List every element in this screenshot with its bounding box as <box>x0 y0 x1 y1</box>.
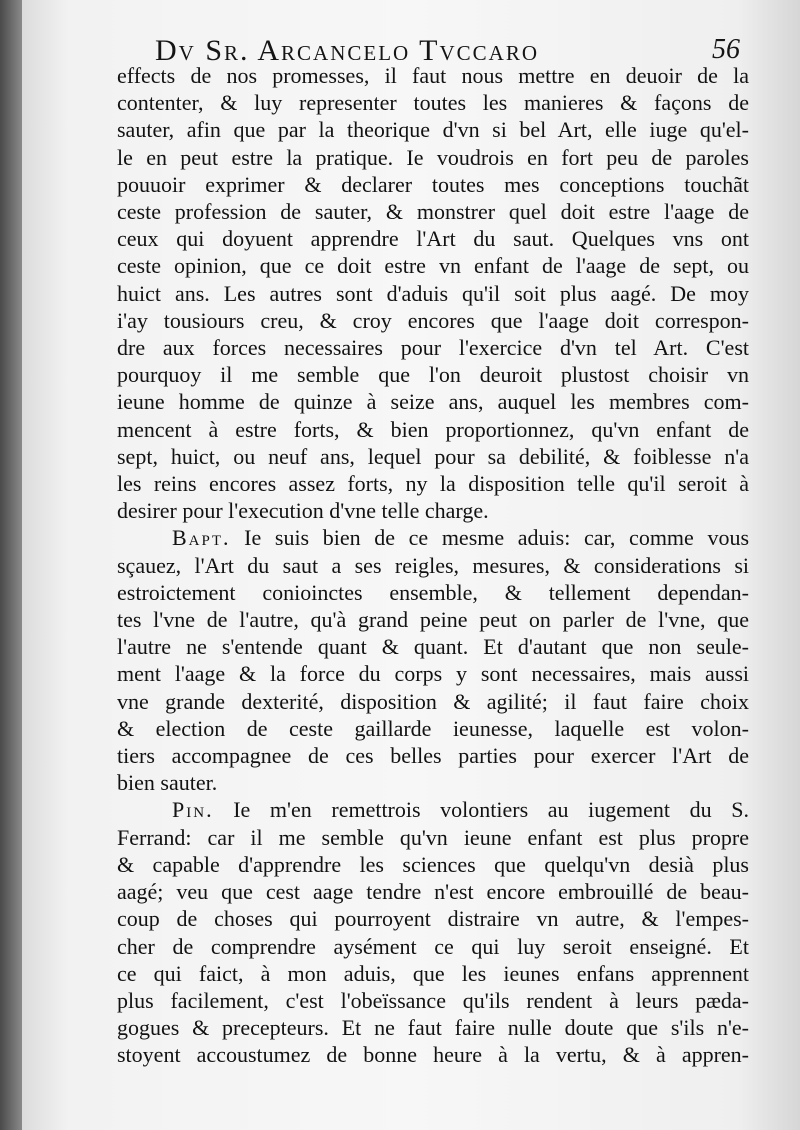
body-text <box>117 62 749 1069</box>
text-line: sept, huict, ou neuf ans, lequel pour sa debilité, & foiblesse n'a <box>117 443 749 469</box>
text-line: coup de choses qui pourroyent distraire vn autre, & l'empes- <box>117 906 749 932</box>
text-line: l'autre ne s'entende quant & quant. Et d'autant que non seule- <box>117 634 749 660</box>
text-line: estroictement conioinctes ensemble, & tellement dependan- <box>117 579 749 605</box>
text-line: ment l'aage & la force du corps y sont necessaires, mais aussi <box>117 661 749 687</box>
speech-text: Ie suis bien de ce mesme aduis: car, comme vous <box>244 525 750 551</box>
text-line: ceux qui doyuent apprendre l'Art du saut. Quelques vns ont <box>117 226 749 252</box>
speech-bapt-first-line <box>117 524 749 551</box>
text-line: pourquoy il me semble que l'on deuroit plustost choisir vn <box>117 362 749 388</box>
text-line: huict ans. Les autres sont d'aduis qu'il soit plus aagé. De moy <box>117 280 749 306</box>
text-line: aagé; veu que cest aage tendre n'est encore embrouillé de beau- <box>117 879 749 905</box>
text-line: plus facilement, c'est l'obeïssance qu'ils rendent à leurs pæda- <box>117 987 749 1013</box>
text-line: le en peut estre la pratique. Ie voudrois en fort peu de paroles <box>117 144 749 170</box>
text-line: mencent à estre forts, & bien proportionnez, qu'vn enfant de <box>117 416 749 442</box>
page-number: 56 <box>712 34 740 65</box>
text-line: ce qui faict, à mon aduis, que les ieunes enfans apprennent <box>117 960 749 986</box>
text-line: gogues & precepteurs. Et ne faut faire nulle doute que s'ils n'e- <box>117 1015 749 1041</box>
text-line: sçauez, l'Art du saut a ses reigles, mesures, & considerations si <box>117 552 749 578</box>
text-line: effects de nos promesses, il faut nous mettre en deuoir de la <box>117 63 749 88</box>
text-line: ieune homme de quinze à seize ans, auquel les membres com- <box>117 389 749 415</box>
text-line: dre aux forces necessaires pour l'exercice d'vn tel Art. C'est <box>117 335 749 361</box>
running-title: Dv Sr. Arcancelo Tvccaro <box>155 34 540 67</box>
book-gutter <box>0 0 22 1130</box>
text-line: pouuoir exprimer & declarer toutes mes conceptions touchãt <box>117 171 749 197</box>
text-line: desirer pour l'execution d'vne telle charge. <box>117 498 489 524</box>
text-line: contenter, & luy representer toutes les manieres & façons de <box>117 90 749 116</box>
text-line: Ferrand: car il me semble qu'vn ieune enfant est plus propre <box>117 824 749 850</box>
speaker-pin: Pin. <box>172 797 214 823</box>
text-line: i'ay tousiours creu, & croy encores que l'aage doit correspon- <box>117 307 749 333</box>
speaker-bapt: Bapt. <box>172 525 231 551</box>
text-line: & capable d'apprendre les sciences que quelqu'vn desià plus <box>117 851 749 877</box>
text-line: tes l'vne de l'autre, qu'à grand peine peut on parler de l'vne, que <box>117 607 749 633</box>
speech-pin-first-line <box>117 796 749 823</box>
text-line: stoyent accoustumez de bonne heure à la vertu, & à appren- <box>117 1042 749 1068</box>
text-line: & election de ceste gaillarde ieunesse, laquelle est volon- <box>117 715 749 741</box>
text-line: ceste profession de sauter, & monstrer quel doit estre l'aage de <box>117 199 749 225</box>
text-line: les reins encores assez forts, ny la disposition telle qu'il seroit à <box>117 471 749 497</box>
text-line: ceste opinion, que ce doit estre vn enfant de l'aage de sept, ou <box>117 253 749 279</box>
text-line: tiers accompagnee de ces belles parties pour exercer l'Art de <box>117 743 749 769</box>
text-line: sauter, afin que par la theorique d'vn si bel Art, elle iuge qu'el- <box>117 117 749 143</box>
text-line: cher de comprendre aysément ce qui luy seroit enseigné. Et <box>117 933 749 959</box>
speech-text: Ie m'en remettrois volontiers au iugement du S. <box>233 797 750 823</box>
text-line: bien sauter. <box>117 770 218 796</box>
text-line: vne grande dexterité, disposition & agilité; il faut faire choix <box>117 688 749 714</box>
